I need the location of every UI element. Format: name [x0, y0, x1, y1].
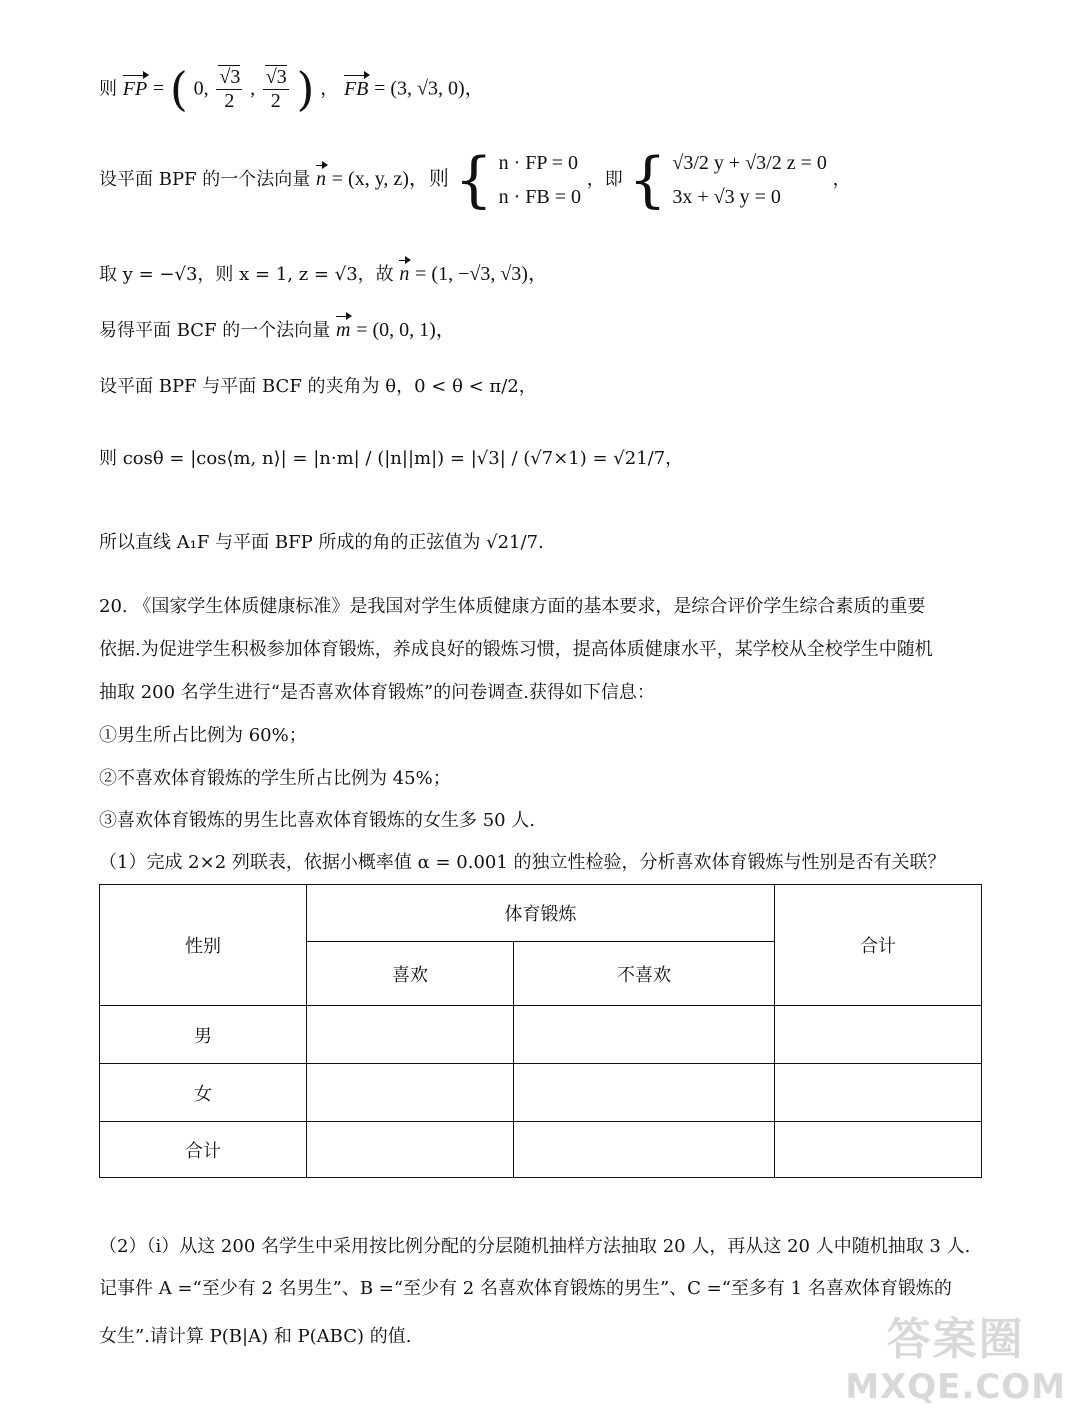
text-ji: ，即 — [586, 169, 623, 190]
header-total: 合计 — [775, 885, 982, 1006]
cell-female-like[interactable] — [307, 1064, 514, 1122]
vector-n: n — [316, 168, 327, 190]
cell-female-dislike[interactable] — [514, 1064, 775, 1122]
text-take-y: 取 y = −√3，则 x = 1, z = √3，故 — [99, 264, 394, 285]
text-angle: 设平面 BPF 与平面 BCF 的夹角为 θ，0 < θ < π/2， — [99, 376, 537, 397]
info-item-2: ②不喜欢体育锻炼的学生所占比例为 45%； — [99, 768, 451, 789]
text-normal-bcf: 易得平面 BCF 的一个法向量 — [99, 320, 331, 341]
vector-m: m — [336, 319, 351, 341]
question-2-line-1: （2）（i）从这 200 名学生中采用按比例分配的分层随机抽样方法抽取 20 人，再从这 20 人中随机抽取 3 人. — [99, 1236, 971, 1257]
solution-line-normal-bcf — [99, 318, 456, 342]
watermark-logo: 答案圈 — [886, 1314, 1025, 1365]
text-normal-bpf: 设平面 BPF 的一个法向量 — [99, 169, 311, 190]
solution-line-angle — [99, 376, 537, 398]
header-gender: 性别 — [100, 885, 307, 1006]
cell-male-dislike[interactable] — [514, 1006, 775, 1064]
solution-line-take-y — [99, 262, 548, 286]
cell-total-dislike[interactable] — [514, 1122, 775, 1178]
cell-total-total[interactable] — [775, 1122, 982, 1178]
header-like: 喜欢 — [307, 942, 514, 1006]
table-row — [100, 1064, 982, 1122]
question-2-line-3: 女生”.请计算 P(B|A) 和 P(ABC) 的值. — [99, 1326, 412, 1347]
sys1-eq1: n · FP = 0 — [498, 152, 579, 174]
header-exercise: 体育锻炼 — [307, 885, 775, 942]
cell-total-like[interactable] — [307, 1122, 514, 1178]
solution-line-fp-fb: 则 FP = ( 0, $\frac{√3}{2}$ , $\frac{√3}{2}$ ) ， FB = (3, √3, 0)， — [99, 62, 485, 116]
vector-fp: FP — [122, 77, 148, 100]
text-cos: 则 cosθ = |cos⟨m, n⟩| = |n·m| / (|n||m|) = |√3| / (√7×1) = √21/7， — [99, 448, 684, 469]
question-2-line-2: 记事件 A =“至少有 2 名男生”、B =“至少有 2 名喜欢体育锻炼的男生”、C =“至多有 1 名喜欢体育锻炼的 — [99, 1278, 952, 1299]
vector-n-2: n — [399, 263, 410, 285]
problem-line-2: 依据.为促进学生积极参加体育锻炼，养成良好的锻炼习惯，提高体质健康水平，某学校从全校学生中随机 — [99, 639, 933, 660]
row-label-male: 男 — [100, 1006, 307, 1064]
equation-system-2 — [672, 146, 827, 214]
text-ze: 则 — [99, 78, 117, 100]
table-row — [100, 1122, 982, 1178]
text-conclusion: 所以直线 A₁F 与平面 BFP 所成的角的正弦值为 √21/7. — [99, 532, 544, 553]
contingency-table — [99, 884, 982, 1178]
cell-male-like[interactable] — [307, 1006, 514, 1064]
cell-male-total[interactable] — [775, 1006, 982, 1064]
vector-fb: FB — [343, 77, 369, 100]
problem-line-1: 20. 《国家学生体质健康标准》是我国对学生体质健康方面的基本要求，是综合评价学生综合素质的重要 — [99, 596, 926, 617]
m-result: = (0, 0, 1)， — [356, 319, 456, 341]
solution-line-conclusion — [99, 532, 544, 554]
sys2-eq2: 3x + √3 y = 0 — [672, 186, 781, 208]
solution-line-cos — [99, 448, 683, 470]
info-item-3: ③喜欢体育锻炼的男生比喜欢体育锻炼的女生多 50 人. — [99, 810, 536, 831]
row-label-total: 合计 — [100, 1122, 307, 1178]
sys2-eq1: √3/2 y + √3/2 z = 0 — [672, 152, 827, 174]
sys1-eq2: n · FB = 0 — [498, 186, 581, 208]
problem-line-3: 抽取 200 名学生进行“是否喜欢体育锻炼”的问卷调查.获得如下信息： — [99, 682, 655, 703]
question-1: （1）完成 2×2 列联表，依据小概率值 α = 0.001 的独立性检验，分析喜欢体育锻炼与性别是否有关联？ — [99, 852, 946, 873]
info-item-1: ①男生所占比例为 60%； — [99, 725, 307, 746]
n-components: = (x, y, z)，则 — [331, 168, 449, 190]
watermark-url: MXQE.COM — [845, 1367, 1066, 1407]
fb-value: = (3, √3, 0)， — [374, 77, 485, 100]
cell-female-total[interactable] — [775, 1064, 982, 1122]
table-row — [100, 1006, 982, 1064]
n-result: = (1, −√3, √3)， — [415, 263, 548, 285]
header-dislike: 不喜欢 — [514, 942, 775, 1006]
equation-system-1 — [499, 146, 581, 214]
watermark — [845, 1303, 1066, 1407]
row-label-female: 女 — [100, 1064, 307, 1122]
solution-line-normal-bpf: 设平面 BPF 的一个法向量 n = (x, y, z)，则 { n · FP = 0 n · FB = 0 ，即 { √3/2 y + √3/2 z = 0 3x + √3 y = 0 ， — [99, 145, 851, 215]
